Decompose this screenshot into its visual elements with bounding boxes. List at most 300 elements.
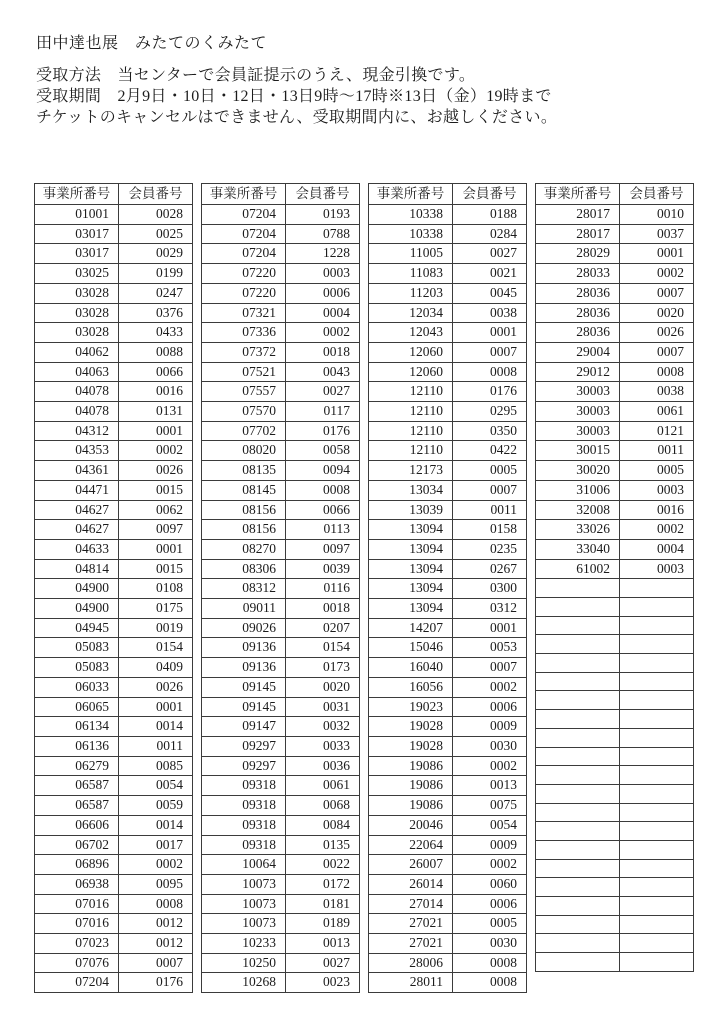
office-number-cell: 05083 (35, 658, 119, 678)
table-row (35, 697, 193, 717)
table-row (369, 815, 527, 835)
table-row (536, 953, 694, 972)
table-row (369, 224, 527, 244)
office-number-cell (536, 747, 620, 766)
table-row (202, 520, 360, 540)
table-row (202, 638, 360, 658)
office-number-cell: 03028 (35, 303, 119, 323)
table-row (35, 224, 193, 244)
table-row (369, 618, 527, 638)
info-block (36, 65, 557, 128)
table-row (536, 539, 694, 559)
table-row (536, 672, 694, 691)
office-number-cell: 04900 (35, 579, 119, 599)
member-number-cell: 0014 (119, 717, 193, 737)
office-number-cell: 30003 (536, 421, 620, 441)
member-number-cell: 0108 (119, 579, 193, 599)
member-number-cell (620, 747, 694, 766)
table-row (35, 953, 193, 973)
member-number-cell: 0193 (286, 205, 360, 225)
member-number-cell (620, 691, 694, 710)
member-number-cell: 0013 (286, 934, 360, 954)
table-row (369, 382, 527, 402)
member-number-cell: 0023 (286, 973, 360, 993)
office-number-cell: 26007 (369, 855, 453, 875)
office-number-cell: 10233 (202, 934, 286, 954)
member-number-header: 会員番号 (620, 184, 694, 205)
member-number-cell (620, 654, 694, 673)
member-number-cell: 0002 (453, 855, 527, 875)
table-row (536, 747, 694, 766)
table-row (202, 855, 360, 875)
table-row (202, 894, 360, 914)
table-header-row (202, 184, 360, 205)
table-row (202, 244, 360, 264)
table-row (536, 897, 694, 916)
member-number-cell: 0043 (286, 362, 360, 382)
member-number-cell: 0021 (453, 264, 527, 284)
member-number-cell: 0025 (119, 224, 193, 244)
table-row (202, 658, 360, 678)
member-number-cell: 0003 (620, 480, 694, 500)
table-row (536, 579, 694, 598)
member-number-cell: 0030 (453, 934, 527, 954)
office-number-cell: 19086 (369, 776, 453, 796)
member-number-cell: 0788 (286, 224, 360, 244)
office-number-cell: 32008 (536, 500, 620, 520)
table-row (35, 559, 193, 579)
member-number-cell: 0008 (453, 953, 527, 973)
table-row (35, 638, 193, 658)
member-number-cell: 0009 (453, 835, 527, 855)
table-row (202, 342, 360, 362)
office-number-cell: 12173 (369, 461, 453, 481)
member-number-cell: 0121 (620, 421, 694, 441)
office-number-cell (536, 897, 620, 916)
office-number-cell: 10073 (202, 894, 286, 914)
office-number-cell: 07702 (202, 421, 286, 441)
table-row (202, 953, 360, 973)
member-number-cell (620, 710, 694, 729)
member-number-cell: 0002 (286, 323, 360, 343)
office-number-cell: 08306 (202, 559, 286, 579)
member-number-cell: 0284 (453, 224, 527, 244)
member-number-cell: 0175 (119, 599, 193, 619)
table-row (202, 500, 360, 520)
member-number-cell: 0026 (119, 461, 193, 481)
member-number-cell: 0199 (119, 264, 193, 284)
office-number-cell: 07016 (35, 894, 119, 914)
table-row (369, 697, 527, 717)
office-number-header: 事業所番号 (369, 184, 453, 205)
office-number-header: 事業所番号 (202, 184, 286, 205)
member-number-cell: 0053 (453, 638, 527, 658)
member-table-4 (535, 183, 694, 972)
table-row (369, 264, 527, 284)
member-number-cell: 0011 (620, 441, 694, 461)
table-row (202, 756, 360, 776)
cancel-notice-line: チケットのキャンセルはできません、受取期間内に、お越しください。 (36, 109, 558, 126)
office-number-cell: 04062 (35, 342, 119, 362)
office-number-cell: 04353 (35, 441, 119, 461)
member-number-cell: 0039 (286, 559, 360, 579)
member-number-cell: 0038 (620, 382, 694, 402)
member-number-cell: 0005 (620, 461, 694, 481)
office-number-cell (536, 859, 620, 878)
member-number-cell: 0036 (286, 756, 360, 776)
table-row (202, 421, 360, 441)
member-number-cell: 0007 (453, 480, 527, 500)
office-number-cell: 07023 (35, 934, 119, 954)
member-number-cell: 0066 (286, 500, 360, 520)
member-number-cell: 0088 (119, 342, 193, 362)
office-number-cell: 06938 (35, 874, 119, 894)
table-row (369, 244, 527, 264)
table-row (536, 205, 694, 225)
office-number-cell: 07557 (202, 382, 286, 402)
office-number-cell: 06606 (35, 815, 119, 835)
table-row (35, 264, 193, 284)
member-number-cell: 0006 (453, 894, 527, 914)
office-number-cell: 29004 (536, 342, 620, 362)
member-number-cell: 0008 (286, 480, 360, 500)
member-number-cell: 0033 (286, 736, 360, 756)
table-row (202, 441, 360, 461)
table-row (369, 402, 527, 422)
table-row (35, 776, 193, 796)
member-number-cell: 0009 (453, 717, 527, 737)
office-number-cell: 27021 (369, 934, 453, 954)
member-number-cell: 0247 (119, 283, 193, 303)
office-number-cell: 19023 (369, 697, 453, 717)
member-number-cell: 0207 (286, 618, 360, 638)
office-number-cell: 13039 (369, 500, 453, 520)
office-number-cell: 07204 (202, 224, 286, 244)
table-row (35, 973, 193, 993)
table-row (35, 461, 193, 481)
member-number-cell: 0013 (453, 776, 527, 796)
table-row (202, 815, 360, 835)
office-number-cell: 16040 (369, 658, 453, 678)
office-number-cell (536, 934, 620, 953)
table-row (536, 500, 694, 520)
member-number-cell: 0031 (286, 697, 360, 717)
office-number-cell: 30003 (536, 382, 620, 402)
member-number-cell: 0094 (286, 461, 360, 481)
office-number-cell: 04627 (35, 500, 119, 520)
member-number-cell: 0312 (453, 599, 527, 619)
member-number-cell: 0176 (453, 382, 527, 402)
table-row (202, 914, 360, 934)
office-number-cell: 09145 (202, 697, 286, 717)
member-number-header: 会員番号 (119, 184, 193, 205)
table-row (369, 914, 527, 934)
office-number-header: 事業所番号 (35, 184, 119, 205)
table-row (536, 520, 694, 540)
table-row (369, 677, 527, 697)
office-number-cell: 07204 (202, 205, 286, 225)
member-number-cell: 0113 (286, 520, 360, 540)
table-row (536, 441, 694, 461)
office-number-cell: 04361 (35, 461, 119, 481)
table-row (369, 362, 527, 382)
member-number-cell: 0005 (453, 914, 527, 934)
table-row (369, 953, 527, 973)
table-row (369, 520, 527, 540)
table-row (202, 480, 360, 500)
member-number-cell: 0059 (119, 796, 193, 816)
office-number-cell: 08020 (202, 441, 286, 461)
table-header-row (369, 184, 527, 205)
table-row (536, 691, 694, 710)
table-row (536, 822, 694, 841)
table-row (202, 303, 360, 323)
member-number-cell: 0006 (286, 283, 360, 303)
table-row (369, 934, 527, 954)
table-row (35, 677, 193, 697)
member-number-cell: 0097 (286, 539, 360, 559)
table-row (202, 224, 360, 244)
office-number-cell (536, 672, 620, 691)
office-number-cell: 28011 (369, 973, 453, 993)
member-number-cell: 0376 (119, 303, 193, 323)
member-number-cell: 0026 (119, 677, 193, 697)
table-row (369, 461, 527, 481)
member-number-cell (620, 579, 694, 598)
table-row (35, 796, 193, 816)
member-number-cell: 0008 (453, 362, 527, 382)
table-row (369, 303, 527, 323)
member-number-cell: 0062 (119, 500, 193, 520)
table-header-row (536, 184, 694, 205)
table-row (35, 441, 193, 461)
member-table-3 (368, 183, 527, 993)
table-row (202, 382, 360, 402)
office-number-cell: 28017 (536, 205, 620, 225)
table-row (35, 402, 193, 422)
member-number-cell: 0019 (119, 618, 193, 638)
table-row (35, 283, 193, 303)
member-number-cell: 0095 (119, 874, 193, 894)
table-row (202, 973, 360, 993)
office-number-cell: 13094 (369, 559, 453, 579)
office-number-cell: 28033 (536, 264, 620, 284)
office-number-cell: 28036 (536, 323, 620, 343)
table-row (536, 342, 694, 362)
table-row (35, 205, 193, 225)
member-number-cell: 0135 (286, 835, 360, 855)
office-number-cell: 10268 (202, 973, 286, 993)
office-number-cell: 20046 (369, 815, 453, 835)
table-row (35, 756, 193, 776)
table-row (536, 784, 694, 803)
member-number-cell: 0001 (119, 539, 193, 559)
member-number-cell: 0001 (119, 697, 193, 717)
office-number-cell: 19028 (369, 717, 453, 737)
table-row (35, 855, 193, 875)
table-row (369, 658, 527, 678)
table-row (536, 283, 694, 303)
table-row (35, 579, 193, 599)
office-number-cell (536, 953, 620, 972)
table-row (536, 710, 694, 729)
member-number-cell: 0016 (620, 500, 694, 520)
office-number-cell: 09297 (202, 756, 286, 776)
office-number-cell (536, 784, 620, 803)
office-number-cell (536, 616, 620, 635)
office-number-cell: 10064 (202, 855, 286, 875)
table-row (536, 859, 694, 878)
member-number-cell: 0028 (119, 205, 193, 225)
office-number-cell: 12043 (369, 323, 453, 343)
office-number-cell: 10250 (202, 953, 286, 973)
member-number-cell: 0173 (286, 658, 360, 678)
member-number-cell: 0084 (286, 815, 360, 835)
table-row (536, 766, 694, 785)
office-number-cell: 04063 (35, 362, 119, 382)
office-number-cell (536, 840, 620, 859)
office-number-cell: 12110 (369, 402, 453, 422)
member-number-cell: 0001 (453, 323, 527, 343)
office-number-cell: 13094 (369, 520, 453, 540)
member-number-cell: 0131 (119, 402, 193, 422)
office-number-cell: 08145 (202, 480, 286, 500)
office-number-cell: 31006 (536, 480, 620, 500)
table-row (202, 539, 360, 559)
office-number-cell: 04814 (35, 559, 119, 579)
table-row (369, 559, 527, 579)
office-number-cell: 09026 (202, 618, 286, 638)
office-number-cell: 09011 (202, 599, 286, 619)
office-number-cell (536, 691, 620, 710)
member-number-cell: 0068 (286, 796, 360, 816)
table-row (536, 559, 694, 579)
member-number-cell: 0015 (119, 480, 193, 500)
table-row (536, 480, 694, 500)
table-row (35, 342, 193, 362)
member-number-cell: 0001 (620, 244, 694, 264)
member-number-cell: 0012 (119, 934, 193, 954)
table-row (35, 717, 193, 737)
table-row (35, 894, 193, 914)
table-row (202, 776, 360, 796)
office-number-cell (536, 822, 620, 841)
office-number-cell: 06279 (35, 756, 119, 776)
member-number-cell: 1228 (286, 244, 360, 264)
table-row (536, 915, 694, 934)
office-number-cell: 06136 (35, 736, 119, 756)
office-number-cell (536, 915, 620, 934)
office-number-cell: 07570 (202, 402, 286, 422)
member-number-cell: 0154 (119, 638, 193, 658)
member-number-header: 会員番号 (286, 184, 360, 205)
office-number-cell: 10073 (202, 874, 286, 894)
office-number-cell: 10338 (369, 205, 453, 225)
table-row (369, 776, 527, 796)
office-number-cell: 03017 (35, 244, 119, 264)
member-number-cell (620, 616, 694, 635)
office-number-cell (536, 766, 620, 785)
member-number-cell (620, 784, 694, 803)
office-number-cell: 09318 (202, 815, 286, 835)
member-number-cell: 0038 (453, 303, 527, 323)
office-number-cell: 05083 (35, 638, 119, 658)
member-number-cell: 0001 (119, 421, 193, 441)
member-number-cell: 0017 (119, 835, 193, 855)
member-number-cell: 0016 (119, 382, 193, 402)
office-number-cell: 30003 (536, 402, 620, 422)
table-row (369, 421, 527, 441)
member-number-cell: 0027 (286, 382, 360, 402)
table-row (369, 973, 527, 993)
member-number-cell (620, 840, 694, 859)
table-row (536, 402, 694, 422)
member-number-cell (620, 635, 694, 654)
member-number-cell: 0020 (286, 677, 360, 697)
office-number-cell: 01001 (35, 205, 119, 225)
office-number-cell: 04945 (35, 618, 119, 638)
table-row (369, 599, 527, 619)
table-row (369, 855, 527, 875)
member-number-cell: 0037 (620, 224, 694, 244)
office-number-cell: 08270 (202, 539, 286, 559)
member-number-cell: 0007 (453, 658, 527, 678)
table-row (536, 934, 694, 953)
member-number-cell: 0061 (286, 776, 360, 796)
member-number-cell: 0020 (620, 303, 694, 323)
member-number-cell: 0005 (453, 461, 527, 481)
office-number-cell: 04078 (35, 382, 119, 402)
member-number-cell: 0295 (453, 402, 527, 422)
office-number-cell: 06134 (35, 717, 119, 737)
office-number-cell: 13094 (369, 539, 453, 559)
table-row (369, 205, 527, 225)
table-row (35, 618, 193, 638)
page-title: 田中達也展 みたてのくみたて (36, 35, 268, 52)
office-number-cell: 33040 (536, 539, 620, 559)
member-number-cell: 0026 (620, 323, 694, 343)
member-number-cell: 0010 (620, 205, 694, 225)
office-number-cell: 07204 (202, 244, 286, 264)
table-row (35, 874, 193, 894)
table-row (369, 835, 527, 855)
member-number-cell: 0008 (119, 894, 193, 914)
office-number-cell: 14207 (369, 618, 453, 638)
office-number-cell: 09318 (202, 835, 286, 855)
table-row (536, 654, 694, 673)
table-row (536, 224, 694, 244)
table-row (369, 796, 527, 816)
table-row (536, 382, 694, 402)
table-row (202, 618, 360, 638)
table-row (369, 342, 527, 362)
table-row (35, 599, 193, 619)
member-number-cell (620, 934, 694, 953)
table-row (202, 796, 360, 816)
office-number-cell: 03028 (35, 323, 119, 343)
office-number-cell (536, 878, 620, 897)
office-number-cell: 09297 (202, 736, 286, 756)
table-row (202, 559, 360, 579)
member-number-cell: 0012 (119, 914, 193, 934)
member-number-cell: 0002 (453, 677, 527, 697)
member-number-cell (620, 598, 694, 617)
member-number-cell: 0002 (620, 520, 694, 540)
table-row (202, 362, 360, 382)
office-number-cell: 11005 (369, 244, 453, 264)
member-number-cell: 0003 (620, 559, 694, 579)
office-number-cell: 04471 (35, 480, 119, 500)
